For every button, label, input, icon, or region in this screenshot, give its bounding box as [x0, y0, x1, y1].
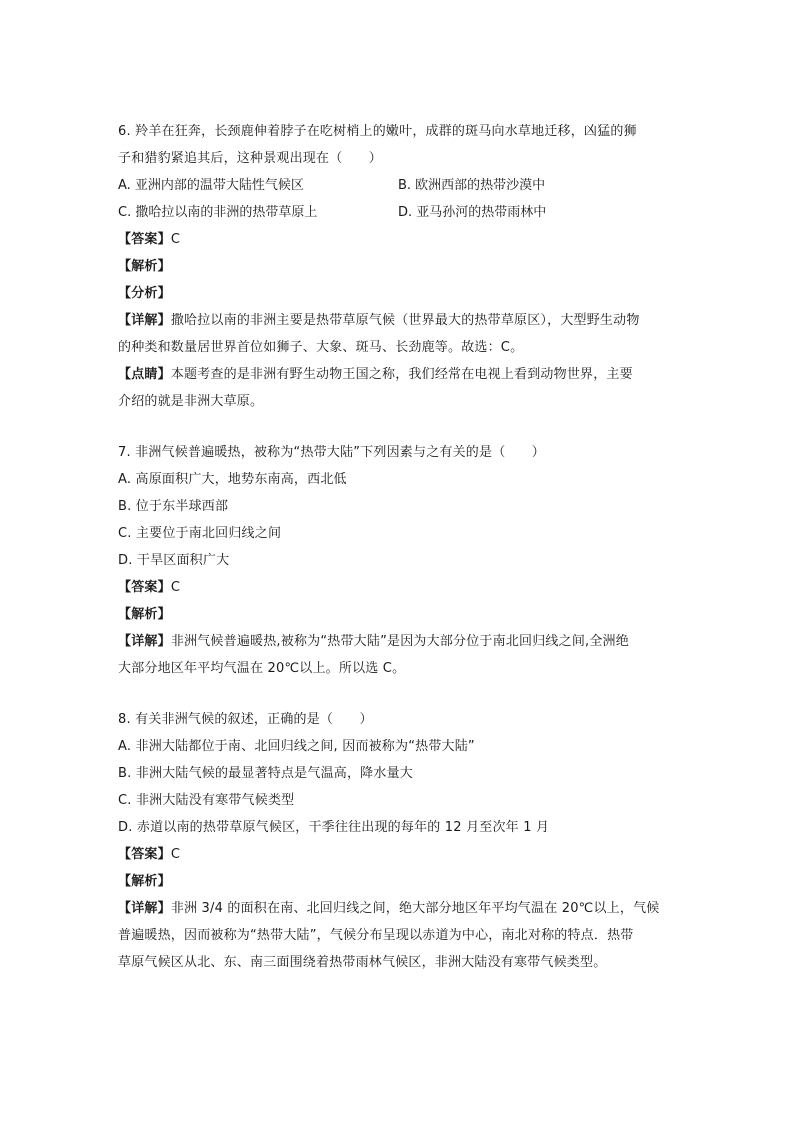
detail-text: 撒哈拉以南的非洲主要是热带草原气候（世界最大的热带草原区），大型野生动物: [170, 313, 640, 328]
q7-detail-line-2: 大部分地区年平均气温在 20℃以上。所以选 C。: [118, 661, 406, 676]
q7-option-b: B. 位于东半球西部: [118, 499, 229, 514]
q7-answer: [118, 574, 678, 601]
q6-fenxi: [118, 280, 678, 307]
q6-option-a: A. 亚洲内部的温带大陆性气候区: [118, 178, 304, 193]
answer-value: C: [170, 232, 181, 247]
spacer: [118, 682, 678, 706]
q6-option-b: B. 欧洲西部的热带沙漠中: [398, 178, 546, 193]
detail-tag: 【详解】: [118, 901, 171, 916]
q6-options-row-2: [118, 199, 678, 226]
detail-text: 非洲气候普遍暖热,被称为“热带大陆”是因为大部分位于南北回归线之间,全洲绝: [170, 634, 629, 649]
q6-detail-line-2: 的种类和数量居世界首位如狮子、大象、斑马、长劲鹿等。故选：C。: [118, 340, 524, 355]
question-6: [118, 118, 678, 415]
q6-answer: [118, 226, 678, 253]
q6-option-d: D. 亚马孙河的热带雨林中: [398, 205, 547, 220]
answer-tag: 【答案】: [118, 232, 171, 247]
q7-detail-line-1: [118, 628, 678, 655]
q8-option-c: C. 非洲大陆没有寒带气候类型: [118, 793, 295, 808]
comment-text: 本题考查的是非洲有野生动物王国之称，我们经常在电视上看到动物世界，主要: [170, 367, 633, 382]
detail-text: 非洲 3/4 的面积在南、北回归线之间，绝大部分地区年平均气温在 20℃以上，气候: [170, 901, 660, 916]
q6-detail-line-1: [118, 307, 678, 334]
fenxi-tag: 【分析】: [118, 286, 171, 301]
question-7: [118, 439, 678, 682]
analysis-tag: 【解析】: [118, 874, 171, 889]
q7-analysis: [118, 601, 678, 628]
answer-value: C: [170, 847, 181, 862]
q6-stem-line-2: 子和猎豹紧追其后，这种景观出现在（ ）: [118, 151, 383, 166]
q7-option-c: C. 主要位于南北回归线之间: [118, 526, 282, 541]
q6-stem-line-1: 6. 羚羊在狂奔，长颈鹿伸着脖子在吃树梢上的嫩叶，成群的斑马向水草地迁移，凶猛的狮: [118, 124, 637, 139]
q8-detail-line-1: [118, 895, 678, 922]
q7-option-d: D. 干旱区面积广大: [118, 553, 230, 568]
q8-detail-line-3: 草原气候区从北、东、南三面围绕着热带雨林气候区，非洲大陆没有寒带气候类型。: [118, 955, 607, 970]
q8-analysis: [118, 868, 678, 895]
q8-answer: [118, 841, 678, 868]
spacer: [118, 415, 678, 439]
detail-tag: 【详解】: [118, 313, 171, 328]
answer-value: C: [170, 580, 181, 595]
q6-comment-line-2: 介绍的就是非洲大草原。: [118, 394, 264, 409]
q8-option-d: D. 赤道以南的热带草原气候区，干季往往出现的每年的 12 月至次年 1 月: [118, 820, 550, 835]
q7-option-a: A. 高原面积广大，地势东南高，西北低: [118, 472, 347, 487]
analysis-tag: 【解析】: [118, 259, 171, 274]
q6-options-row-1: [118, 172, 678, 199]
comment-tag: 【点睛】: [118, 367, 171, 382]
question-8: [118, 706, 678, 976]
q6-comment-line-1: [118, 361, 678, 388]
q6-analysis: [118, 253, 678, 280]
q6-option-c: C. 撒哈拉以南的非洲的热带草原上: [118, 205, 318, 220]
document-page: [118, 118, 678, 976]
q8-stem: 8. 有关非洲气候的叙述，正确的是（ ）: [118, 712, 373, 727]
q7-stem: 7. 非洲气候普遍暖热，被称为“热带大陆”下列因素与之有关的是（ ）: [118, 445, 546, 460]
answer-tag: 【答案】: [118, 847, 171, 862]
q8-option-a: A. 非洲大陆都位于南、北回归线之间, 因而被称为“热带大陆”: [118, 739, 475, 754]
q8-detail-line-2: 普遍暖热，因而被称为“热带大陆”，气候分布呈现以赤道为中心，南北对称的特点．热带: [118, 928, 634, 943]
detail-tag: 【详解】: [118, 634, 171, 649]
answer-tag: 【答案】: [118, 580, 171, 595]
analysis-tag: 【解析】: [118, 607, 171, 622]
q8-option-b: B. 非洲大陆气候的最显著特点是气温高，降水量大: [118, 766, 413, 781]
